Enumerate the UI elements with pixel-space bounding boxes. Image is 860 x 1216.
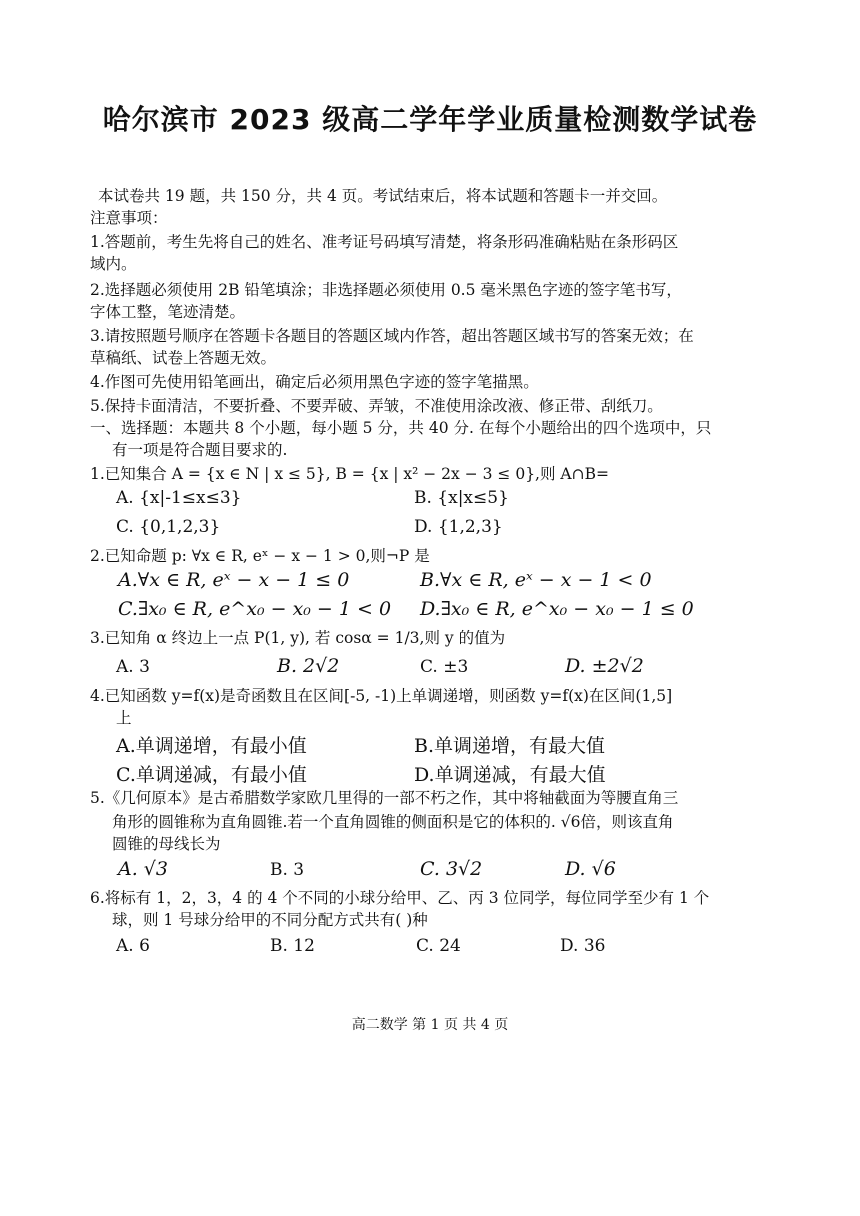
question-1-stem: 1.已知集合 A = {x ∈ N | x ≤ 5}, B = {x | x² − 2x − 3 ≤ 0},则 A∩B=	[90, 465, 609, 483]
notice-1b: 域内。	[90, 255, 137, 273]
page-footer: 高二数学 第 1 页 共 4 页	[351, 1017, 509, 1033]
question-5-stem-cont2: 圆锥的母线长为	[112, 835, 221, 853]
question-5-option-a: A. √3	[118, 858, 168, 880]
question-5-stem-cont1: 角形的圆锥称为直角圆锥.若一个直角圆锥的侧面积是它的体积的. √6倍，则该直角	[112, 813, 674, 831]
question-6-option-b: B. 12	[270, 936, 315, 956]
question-6-option-a: A. 6	[116, 936, 150, 956]
question-4-option-b: B.单调递增，有最大值	[414, 735, 606, 757]
intro-text: 本试卷共 19 题，共 150 分，共 4 页。考试结束后，将本试题和答题卡一并交回。	[98, 187, 668, 205]
question-5-option-d: D. √6	[565, 858, 616, 880]
question-3-option-a: A. 3	[116, 657, 150, 677]
question-2-option-d: D.∃x₀ ∈ R, e^x₀ − x₀ − 1 ≤ 0	[420, 598, 694, 620]
question-6-option-d: D. 36	[560, 936, 606, 956]
question-3-option-b: B. 2√2	[277, 655, 340, 677]
section-1-heading: 一、选择题：本题共 8 个小题，每小题 5 分，共 40 分. 在每个小题给出的四个选项中，只	[90, 419, 712, 437]
question-2-stem: 2.已知命题 p: ∀x ∈ R, eˣ − x − 1 > 0,则¬P 是	[90, 547, 430, 565]
question-4-option-c: C.单调递减，有最小值	[116, 764, 307, 786]
question-3-option-c: C. ±3	[420, 657, 469, 677]
question-1-option-d: D. {1,2,3}	[414, 517, 503, 537]
question-4-option-d: D.单调递减，有最大值	[414, 764, 606, 786]
question-2-option-b: B.∀x ∈ R, eˣ − x − 1 < 0	[420, 569, 652, 591]
question-3-option-d: D. ±2√2	[565, 655, 644, 677]
notice-3b: 草稿纸、试卷上答题无效。	[90, 349, 277, 367]
question-1-option-b: B. {x|x≤5}	[414, 488, 509, 508]
notice-5: 5.保持卡面清洁，不要折叠、不要弄破、弄皱，不准使用涂改液、修正带、刮纸刀。	[90, 397, 663, 415]
notice-4: 4.作图可先使用铅笔画出，确定后必须用黑色字迹的签字笔描黑。	[90, 373, 539, 391]
question-6-stem-cont: 球，则 1 号球分给甲的不同分配方式共有( )种	[112, 911, 428, 929]
question-6-option-c: C. 24	[416, 936, 461, 956]
question-6-stem: 6.将标有 1，2，3，4 的 4 个不同的小球分给甲、乙、丙 3 位同学，每位同学至少有 1 个	[90, 889, 710, 907]
notice-1a: 1.答题前，考生先将自己的姓名、准考证号码填写清楚，将条形码准确粘贴在条形码区	[90, 233, 679, 251]
question-4-stem: 4.已知函数 y=f(x)是奇函数且在区间[-5, -1)上单调递增，则函数 y=f(x)在区间(1,5]	[90, 687, 673, 705]
section-1-heading-cont: 有一项是符合题目要求的.	[112, 441, 288, 459]
question-5-option-b: B. 3	[270, 860, 305, 880]
notice-header: 注意事项：	[90, 209, 168, 227]
page-title: 哈尔滨市 2023 级高二学年学业质量检测数学试卷	[102, 103, 758, 136]
notice-2b: 字体工整，笔迹清楚。	[90, 303, 246, 321]
notice-3a: 3.请按照题号顺序在答题卡各题目的答题区域内作答，超出答题区域书写的答案无效；在	[90, 327, 694, 345]
question-1-option-c: C. {0,1,2,3}	[116, 517, 221, 537]
notice-2a: 2.选择题必须使用 2B 铅笔填涂；非选择题必须使用 0.5 毫米黑色字迹的签字笔书写，	[90, 281, 682, 299]
question-4-option-a: A.单调递增，有最小值	[116, 735, 307, 757]
question-3-stem: 3.已知角 α 终边上一点 P(1, y), 若 cosα = 1/3,则 y 的值为	[90, 629, 506, 647]
question-1-option-a: A. {x|-1≤x≤3}	[116, 488, 242, 508]
question-4-stem-cont: 上	[116, 709, 132, 727]
question-2-option-a: A.∀x ∈ R, eˣ − x − 1 ≤ 0	[118, 569, 350, 591]
question-2-option-c: C.∃x₀ ∈ R, e^x₀ − x₀ − 1 < 0	[118, 598, 392, 620]
question-5-stem: 5.《几何原本》是古希腊数学家欧几里得的一部不朽之作，其中将轴截面为等腰直角三	[90, 789, 679, 807]
question-5-option-c: C. 3√2	[420, 858, 483, 880]
